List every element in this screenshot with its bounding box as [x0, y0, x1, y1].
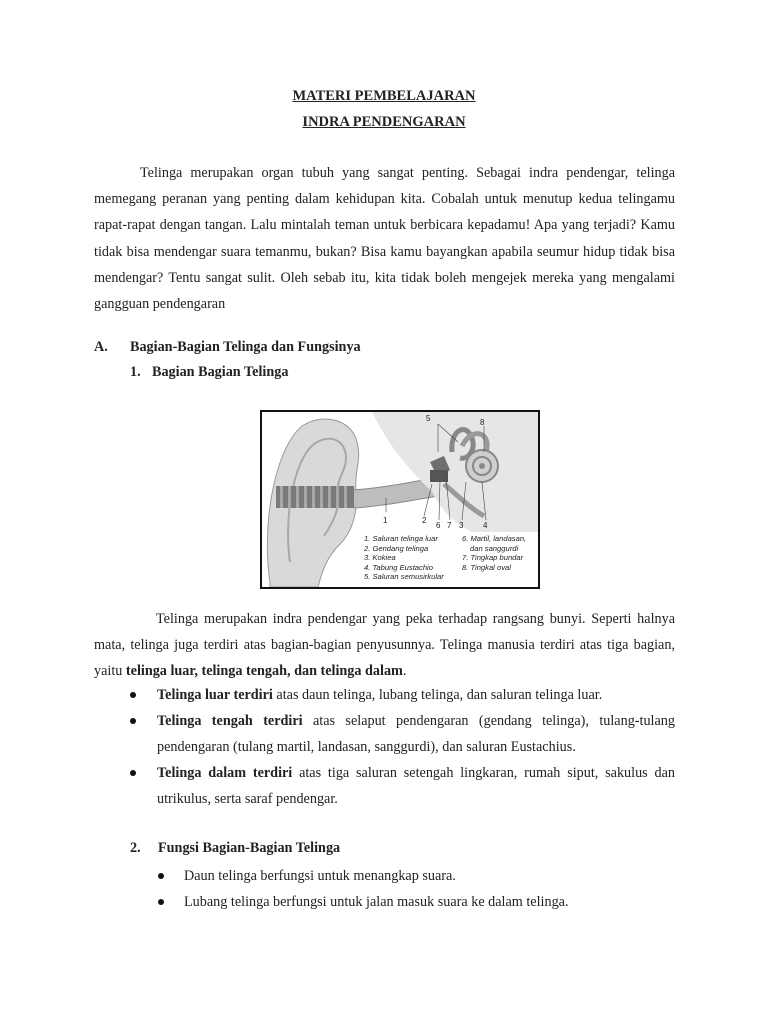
bullet-function-canal: Lubang telinga berfungsi untuk jalan masuk suara ke dalam telinga.: [184, 894, 569, 910]
bullet-function-pinna: Daun telinga berfungsi untuk menangkap suara.: [184, 868, 456, 884]
document-title-line2: INDRA PENDENGARAN: [302, 114, 466, 130]
intro-paragraph: [94, 160, 675, 317]
bullet-text: atas daun telinga, lubang telinga, dan saluran telinga luar.: [272, 687, 603, 703]
subsection-1-marker: 1.: [130, 364, 141, 380]
figure-caption-left: [364, 534, 444, 582]
parts-paragraph: [94, 606, 675, 685]
parts-paragraph-end: .: [402, 663, 407, 680]
caption-item: 8. Tingkal oval: [462, 562, 511, 572]
figure-label-4: 4: [483, 521, 488, 530]
figure-label-3: 3: [459, 521, 464, 530]
parts-paragraph-bold: telinga luar, telinga tengah, dan telinga dalam: [125, 663, 403, 680]
caption-item: dan sanggurdi: [470, 543, 519, 553]
section-a-marker: A.: [94, 339, 108, 355]
document-title-line1: MATERI PEMBELAJARAN: [292, 88, 476, 104]
intro-text: Telinga merupakan organ tubuh yang sangat penting. Sebagai indra pendengar, telinga memegang peranan yang penting dalam kehidupan kita. Cobalah untuk menutup kedua telingamu rapat-rapat dengan tangan. Lalu mintalah teman untuk berbicara kepadamu! Apa yang terjadi? Kamu tidak bisa mendengar suara temanmu, bukan? Bisa kamu bayangkan apabila seumur hidup tidak bisa mendengar? Tentu sangat sulit. Oleh sebab itu, kita tidak boleh mengejek mereka yang mengalami gangguan pendengaran: [94, 165, 675, 313]
subsection-2-heading: Fungsi Bagian-Bagian Telinga: [158, 840, 341, 856]
bullet-dot: [158, 873, 164, 879]
caption-item: 7. Tingkap bundar: [462, 553, 524, 563]
figure-label-8: 8: [480, 418, 485, 427]
section-a-heading: Bagian-Bagian Telinga dan Fungsinya: [130, 339, 361, 355]
caption-item: 6. Martil, landasan,: [462, 534, 527, 543]
ear-anatomy-figure: [260, 410, 540, 589]
bullet-bold: Telinga luar terdiri: [157, 687, 273, 703]
bullet-text: atas tiga saluran setengah lingkaran, rumah siput, sakulus dan utrikulus, serta saraf pendengar.: [157, 765, 675, 808]
bullet-bold: Telinga tengah terdiri: [157, 713, 303, 729]
figure-label-6: 6: [436, 521, 441, 530]
bullet-dot: [130, 770, 136, 776]
subsection-2-marker: 2.: [130, 840, 141, 856]
figure-label-5: 5: [426, 414, 431, 423]
bullet-inner-ear: [157, 760, 675, 812]
figure-label-7: 7: [447, 521, 452, 530]
bullet-outer-ear: [157, 682, 675, 708]
figure-label-2: 2: [422, 516, 427, 525]
caption-item: 5. Saluran semusirkular: [364, 572, 444, 582]
bullet-dot: [130, 692, 136, 698]
figure-caption-right: [462, 534, 526, 572]
bullet-dot: [130, 718, 136, 724]
caption-item: 2. Gendang telinga: [364, 543, 429, 553]
bullet-bold: Telinga dalam terdiri: [157, 765, 293, 781]
bullet-text: atas selaput pendengaran (gendang telinga), tulang-tulang pendengaran (tulang martil, landasan, sanggurdi), dan saluran Eustachius.: [157, 713, 675, 756]
caption-item: 3. Kokiea: [364, 553, 396, 563]
caption-item: 1. Saluran telinga luar: [364, 534, 438, 543]
subsection-1-heading: Bagian Bagian Telinga: [152, 364, 289, 380]
figure-label-1: 1: [383, 516, 388, 525]
bullet-dot: [158, 899, 164, 905]
parts-paragraph-text: Telinga merupakan indra pendengar yang peka terhadap rangsang bunyi. Seperti halnya mata, telinga juga terdiri atas bagian-bagian penyusunnya. Telinga manusia terdiri atas tiga bagian, yaitu: [94, 611, 675, 680]
caption-item: 4. Tabung Eustachio: [364, 562, 433, 572]
bullet-middle-ear: [157, 708, 675, 760]
